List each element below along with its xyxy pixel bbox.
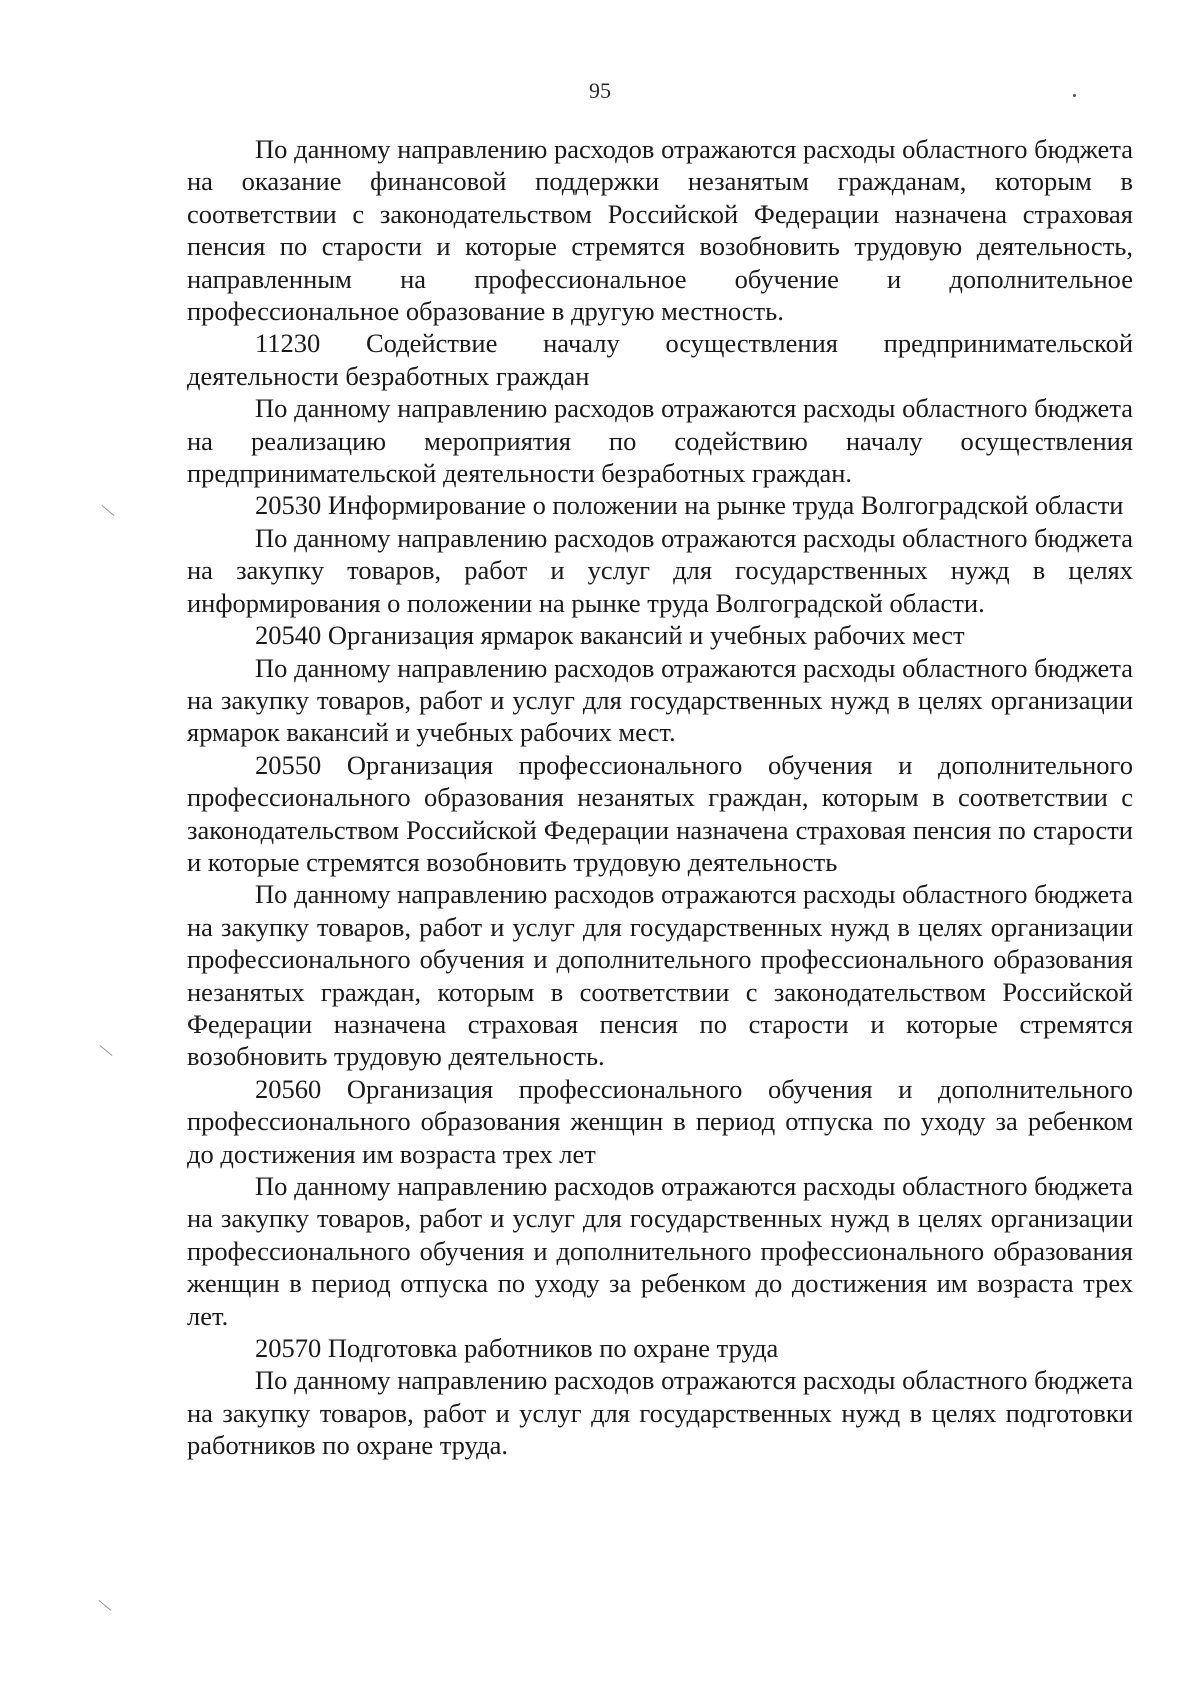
paragraph-funding-description: По данному направлению расходов отражаются расходы областного бюджета на оказание финансовой поддержки незанятым гражданам, которым в соответствии с законодательством Российской Федерации назначена страховая пенсия по старости и которые стремятся возобновить трудовую деятельность, направленным на профессиональное обучение и дополнительное профессиональное образование в другую местность. — [187, 134, 1133, 327]
scan-artifact-mark — [99, 1600, 112, 1611]
document-body — [187, 133, 1133, 1462]
scan-artifact-mark — [102, 505, 115, 516]
paragraph-code-20540: 20540 Организация ярмарок вакансий и учебных рабочих мест — [255, 620, 965, 651]
paragraph-code-20550-description: По данному направлению расходов отражаются расходы областного бюджета на закупку товаров, работ и услуг для государственных нужд в целях организации профессионального обучения и дополнительного профессионального образования незанятых граждан, которым в соответствии с законодательством Российской Федерации назначена страховая пенсия по старости и которые стремятся возобновить трудовую деятельность. — [187, 879, 1133, 1072]
paragraph-code-20550: 20550 Организация профессионального обучения и дополнительного профессионального образования незанятых граждан, которым в соответствии с законодательством Российской Федерации назначена страховая пенсия по старости и которые стремятся возобновить трудовую деятельность — [187, 749, 1133, 877]
paragraph-code-20530: 20530 Информирование о положении на рынке труда Волгоградской области — [255, 490, 1124, 521]
paragraph-code-20530-description: По данному направлению расходов отражаются расходы областного бюджета на закупку товаров, работ и услуг для государственных нужд в целях информирования о положении на рынке труда Волгоградской области. — [187, 522, 1133, 618]
paragraph-code-11230-description: По данному направлению расходов отражаются расходы областного бюджета на реализацию мероприятия по содействию началу осуществления предпринимательской деятельности безработных граждан. — [187, 393, 1133, 489]
scan-artifact-mark — [100, 1045, 113, 1056]
scan-artifact-dot — [1073, 94, 1076, 97]
paragraph-code-20570-description: По данному направлению расходов отражаются расходы областного бюджета на закупку товаров, работ и услуг для государственных нужд в целях подготовки работников по охране труда. — [187, 1365, 1133, 1461]
paragraph-code-20560: 20560 Организация профессионального обучения и дополнительного профессионального образования женщин в период отпуска по уходу за ребенком до достижения им возраста трех лет — [187, 1073, 1133, 1169]
page-number: 95 — [589, 78, 611, 103]
paragraph-code-20560-description: По данному направлению расходов отражаются расходы областного бюджета на закупку товаров, работ и услуг для государственных нужд в целях организации профессионального обучения и дополнительного профессионального образования женщин в период отпуска по уходу за ребенком до достижения им возраста трех лет. — [187, 1171, 1133, 1331]
paragraph-code-20540-description: По данному направлению расходов отражаются расходы областного бюджета на закупку товаров, работ и услуг для государственных нужд в целях организации ярмарок вакансий и учебных рабочих мест. — [187, 652, 1133, 748]
paragraph-code-20570: 20570 Подготовка работников по охране труда — [255, 1333, 779, 1364]
paragraph-code-11230: 11230 Содействие началу осуществления предпринимательской деятельности безработных граждан — [187, 328, 1133, 391]
